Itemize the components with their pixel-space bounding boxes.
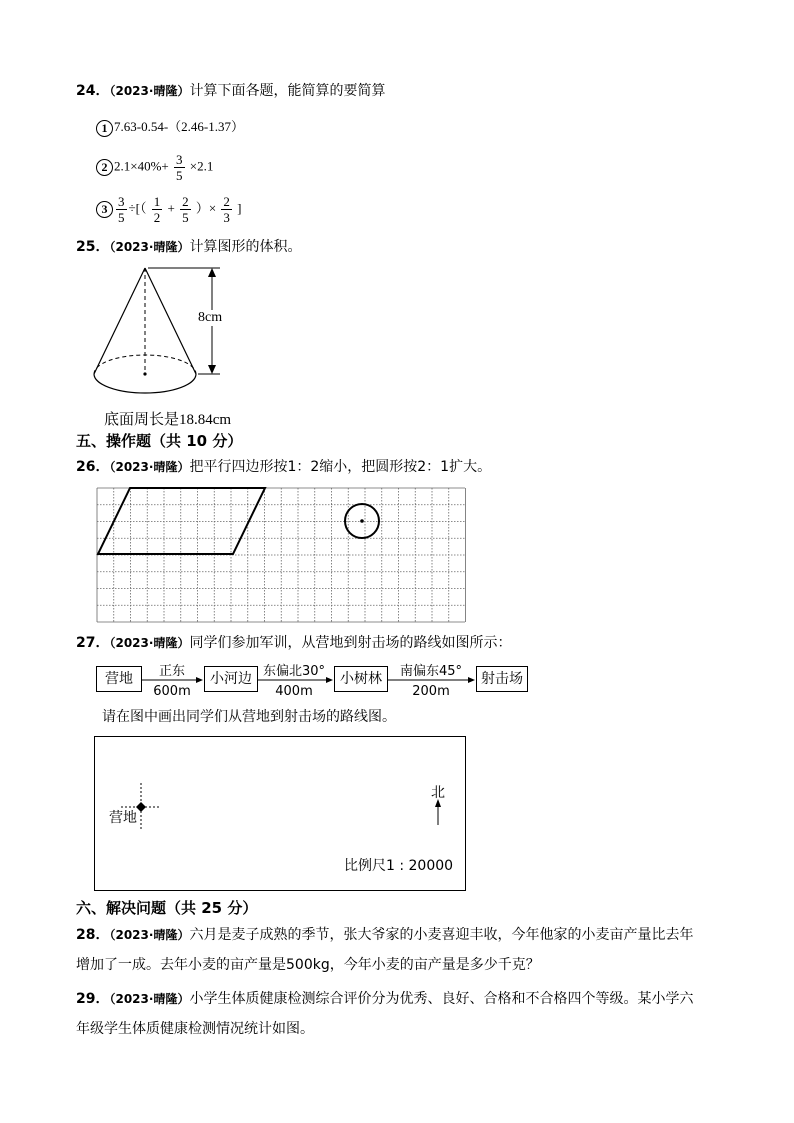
circled-number-1: 1 <box>96 120 113 137</box>
q28-line-2: 增加了一成。去年小麦的亩产量是500kg，今年小麦的亩产量是多少千克？ <box>76 957 540 973</box>
circled-number-2: 2 <box>96 159 113 176</box>
q25-number: 25． <box>76 239 110 255</box>
q25-source: （2023·晴隆） <box>109 240 190 254</box>
q29-source: （2023·晴隆） <box>109 992 190 1006</box>
fraction: $\frac{1}{2}$ <box>153 194 161 225</box>
q24-number: 24． <box>76 83 110 99</box>
q24-item-1-expr: 7.63-0.54-（2.46-1.37） <box>114 119 244 134</box>
q29-text-1: 小学生体质健康检测综合评价分为优秀、良好、合格和不合格四个等级。某小学六 <box>189 991 694 1007</box>
route-place-camp: 营地 <box>96 666 142 692</box>
q27-instruction: 请在图中画出同学们从营地到射击场的路线图。 <box>102 709 396 725</box>
expr-part: + <box>167 200 175 216</box>
q24-item-2-suffix: ×2.1 <box>189 158 214 174</box>
q27-header <box>76 632 511 654</box>
q28-number: 28． <box>76 927 110 943</box>
scale-label: 比例尺1 : 20000 <box>344 858 454 874</box>
q28-source: （2023·晴隆） <box>109 928 190 942</box>
q24-source: （2023·晴隆） <box>109 84 190 98</box>
q29-number: 29． <box>76 991 110 1007</box>
q28-text-1: 六月是麦子成熟的季节，张大爷家的小麦喜迎丰收，今年他家的小麦亩产量比去年 <box>189 927 694 943</box>
q27-source: （2023·晴隆） <box>109 636 190 650</box>
dotted-grid <box>95 486 467 624</box>
circle-center <box>360 519 364 523</box>
route-place-riverside: 小河边 <box>204 666 258 692</box>
drawing-area <box>94 736 466 891</box>
q24-item-2 <box>96 152 213 183</box>
camp-label: 营地 <box>109 810 137 826</box>
q25-text: 计算图形的体积。 <box>189 239 302 255</box>
q24-item-2-prefix: 2.1×40%+ <box>114 158 169 174</box>
q24-header <box>76 80 385 102</box>
route-distance: 600m <box>153 684 191 699</box>
q27-number: 27． <box>76 635 110 651</box>
q24-item-3 <box>96 194 242 225</box>
expr-part: ）× <box>195 200 217 216</box>
fraction: $\frac{2}{3}$ <box>223 194 230 225</box>
q26-text: 把平行四边形按1：2缩小，把圆形按2：1扩大。 <box>189 459 492 475</box>
q24-item-1 <box>96 118 244 137</box>
fraction: $\frac{2}{5}$ <box>182 194 189 225</box>
route-direction: 东偏北30° <box>262 664 326 679</box>
expr-part: ÷[（ <box>128 200 147 216</box>
section-5-title: 五、操作题（共 10 分） <box>76 432 243 450</box>
fraction: $\frac{3}{5}$ <box>118 194 125 225</box>
section-6-title: 六、解决问题（共 25 分） <box>76 899 258 917</box>
q29-line-1 <box>76 988 693 1010</box>
cone-figure <box>88 262 258 402</box>
expr-part: ] <box>237 200 242 216</box>
circled-number-3: 3 <box>96 201 113 218</box>
parallelogram <box>98 488 265 554</box>
q26-header <box>76 456 491 478</box>
route-direction: 正东 <box>158 664 185 679</box>
route-place-range: 射击场 <box>476 666 528 692</box>
route-place-grove: 小树林 <box>334 666 388 692</box>
q25-header <box>76 236 301 258</box>
route-distance: 400m <box>275 684 313 699</box>
q26-source: （2023·晴隆） <box>109 460 190 474</box>
q29-line-2: 年级学生体质健康检测情况统计如图。 <box>76 1021 314 1037</box>
fraction: $\frac{3}{5}$ <box>176 152 183 183</box>
route-distance: 200m <box>412 684 450 699</box>
cone-caption: 底面周长是18.84cm <box>104 412 232 428</box>
q28-line-1 <box>76 924 693 946</box>
q24-text: 计算下面各题，能简算的要简算 <box>189 83 386 99</box>
q26-number: 26． <box>76 459 110 475</box>
route-direction: 南偏东45° <box>399 664 463 679</box>
north-label: 北 <box>431 785 445 801</box>
cone-height-label: 8cm <box>198 310 223 325</box>
q27-text: 同学们参加军训，从营地到射击场的路线如图所示： <box>189 635 512 651</box>
